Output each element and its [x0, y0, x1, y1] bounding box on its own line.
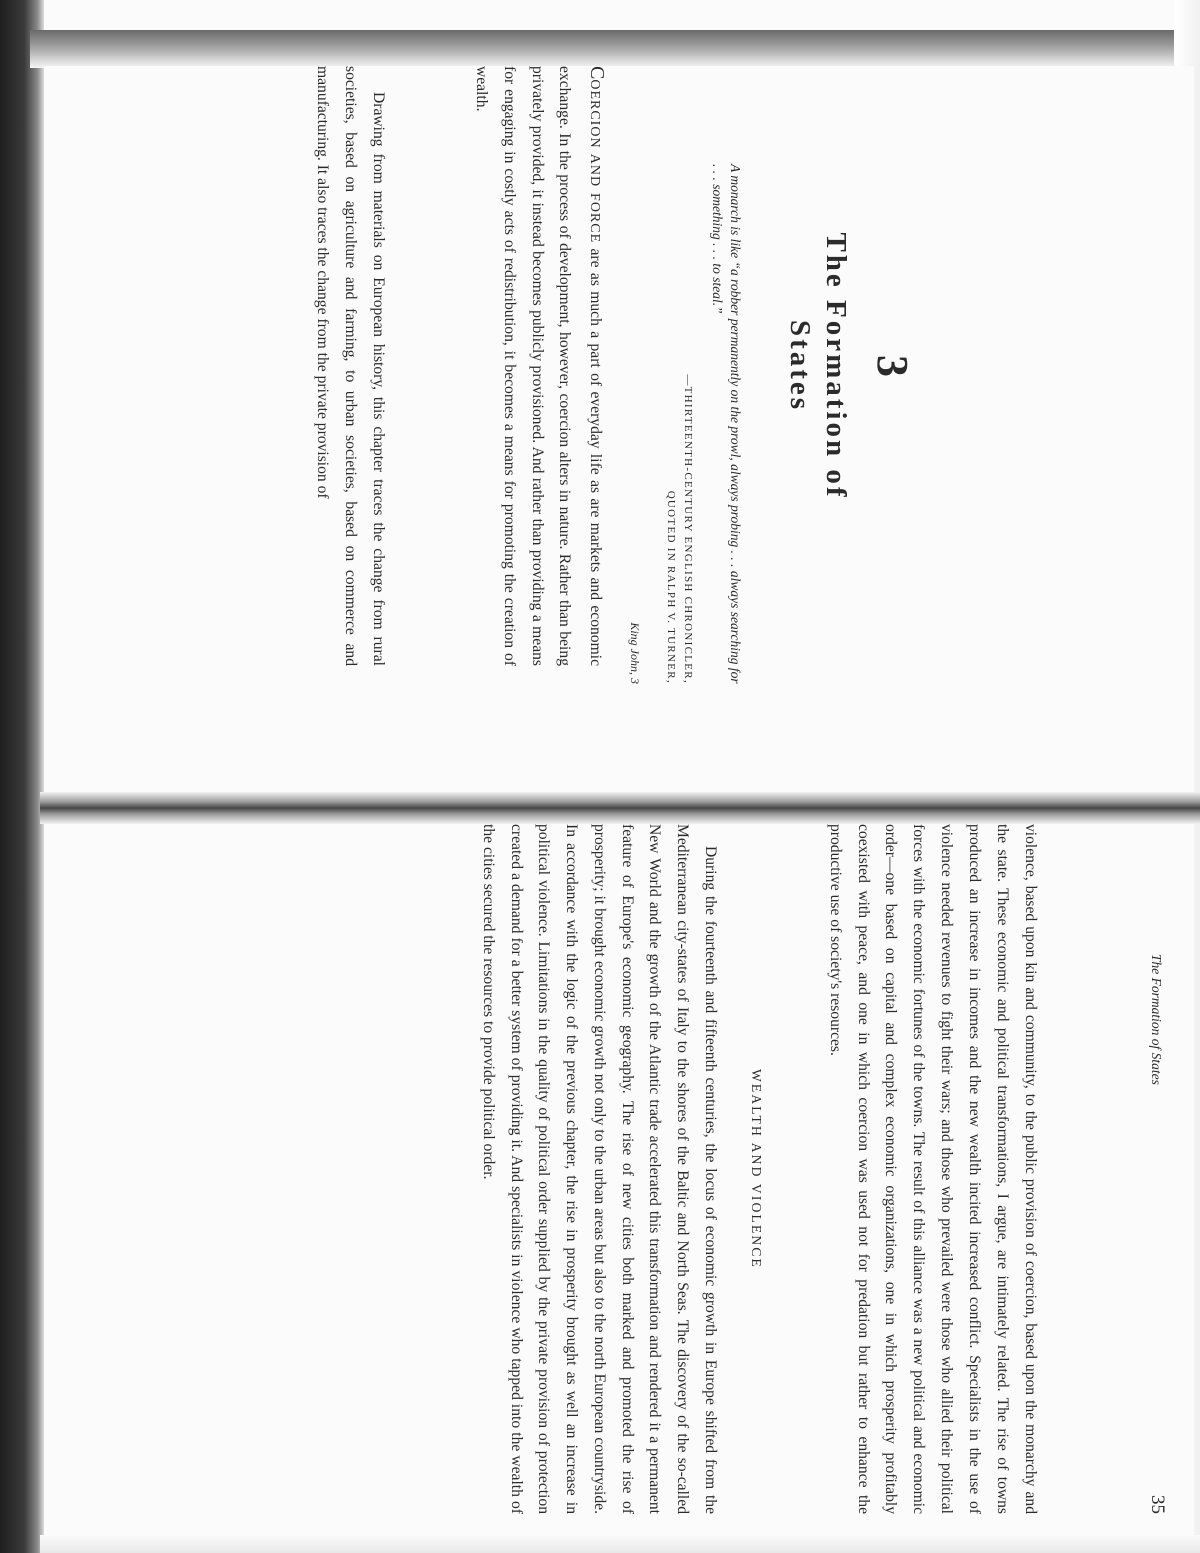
- epigraph-attribution-line-2: QUOTED IN RALPH V. TURNER,: [664, 490, 677, 684]
- page-number: 35: [1147, 1495, 1168, 1514]
- chapter-title: [782, 66, 855, 666]
- epigraph-source: King John, 3: [628, 622, 642, 684]
- epigraph-quote: A monarch is like “a robber permanently on the prowl, always probing . . . always searching for . . . something . . . to steal.”: [710, 164, 743, 684]
- chapter-title-line-2: States: [783, 319, 816, 413]
- page-top-edge-shadow: [30, 30, 1200, 68]
- running-head: [1140, 824, 1168, 1514]
- opening-paragraph-text: are as much a part of everyday life as are markets and economic exchange. In the process of development, however, coercion alters in nature. Rather than being privately provided, it instead becomes publicly provisioned. And rather than providing a means for engaging in costly acts of redistribution, it becomes a means for promoting the creation of wealth.: [473, 66, 604, 666]
- opening-smallcaps: OERCION AND FORCE: [587, 79, 602, 244]
- running-head-title: The Formation of States: [1149, 954, 1164, 1085]
- scan-dark-edge-left: [0, 0, 44, 1553]
- book-spine-gutter: [40, 792, 1200, 824]
- section-heading: WEALTH AND VIOLENCE: [749, 1068, 764, 1270]
- section-paragraph: During the fourteenth and fifteenth centuries, the locus of economic growth in Europe shifted from the Mediterranean city-states of Italy to the shores of the Baltic and North Seas. The discovery of the so-called New World and the growth of the Atlantic trade accelerated this transformation and rendered it a permanent feature of Europe's economic geography. The rise of new cities both marked and promoted the rise of prosperity; it brought economic growth not only to the urban areas but also to the north European countryside. In accordance with the logic of the previous chapter, the rise in prosperity brought as well an increase in political violence. Limitations in the quality of political order supplied by the private provision of protection created a demand for a better system of providing it. And specialists in violence who tapped into the wealth of the cities secured the resources to provide political order.: [480, 824, 719, 1514]
- chapter-number: 3: [868, 355, 917, 377]
- opening-dropcap: C: [586, 66, 608, 80]
- epigraph-attribution-line-1: —THIRTEENTH-CENTURY ENGLISH CHRONICLER,: [682, 374, 694, 684]
- epigraph-attribution: [662, 164, 696, 684]
- chapter-opening-page: [44, 66, 1194, 792]
- scan-edge-bottom: [40, 1535, 1200, 1553]
- page-35-text-block: [214, 824, 1168, 1536]
- page-35: [44, 824, 1194, 1536]
- chapter-title-line-1: The Formation of: [820, 232, 852, 500]
- continued-paragraph: violence, based upon kin and community, to the public provision of coercion, based upon the monarchy and the state. These economic and political transformations, I argue, are intimately related. The rise of towns produced an increase in incomes and the new wealth incited increased conflict. Specialists in the use of violence needed revenues to fight their wars; and those who prevailed were those who allied their political forces with the economic fortunes of the towns. The result of this alliance was a new political and economic order—one based on capital and complex economic organizations, one in which prosperity profitably coexisted with peace, and one in which coercion was used not for predation but rather to enhance the productive use of society's resources.: [826, 824, 1039, 1514]
- chapter-opening-text-block: [214, 66, 917, 792]
- opening-paragraph: [467, 66, 614, 666]
- second-paragraph: Drawing from materials on European history, this chapter traces the change from rural societies, based on agriculture and farming, to urban societies, based on commerce and manufacturing. It also traces the change from the private provision of: [314, 66, 387, 666]
